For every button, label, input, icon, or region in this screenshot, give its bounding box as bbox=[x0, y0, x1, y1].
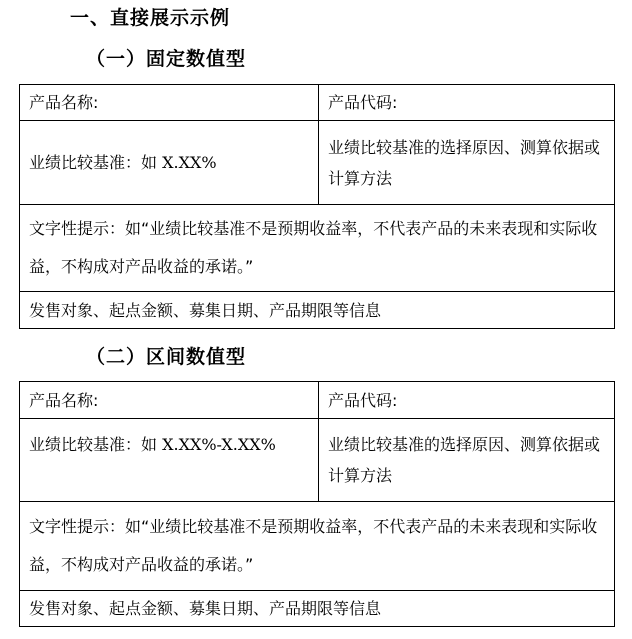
disclaimer-text: 文字性提示：如“业绩比较基准不是预期收益率，不代表产品的未来表现和实际收益，不构成对产品收益的承诺。” bbox=[29, 517, 598, 574]
product-name-label: 产品名称: bbox=[29, 390, 99, 410]
main-heading: 一、直接展示示例 bbox=[70, 7, 231, 29]
section-title-fixed: （一）固定数值型 bbox=[86, 48, 247, 70]
benchmark-reason-text: 业绩比较基准的选择原因、测算依据或计算方法 bbox=[328, 137, 601, 188]
disclaimer-cell bbox=[20, 205, 615, 292]
table-row bbox=[20, 591, 615, 627]
section-title-range: （二）区间数值型 bbox=[86, 346, 247, 368]
benchmark-label: 业绩比较基准：如 bbox=[29, 435, 163, 454]
benchmark-reason-cell bbox=[319, 419, 615, 502]
product-table-range bbox=[19, 381, 615, 627]
footer-info-text: 发售对象、起点金额、募集日期、产品期限等信息 bbox=[29, 599, 382, 618]
footer-info-cell bbox=[20, 292, 615, 329]
benchmark-value: X.XX% bbox=[162, 153, 217, 172]
product-code-label: 产品代码: bbox=[328, 390, 398, 410]
table-row bbox=[20, 85, 615, 121]
product-code-cell bbox=[319, 85, 615, 121]
product-code-cell bbox=[319, 382, 615, 419]
disclaimer-cell bbox=[20, 502, 615, 591]
table-row bbox=[20, 502, 615, 591]
table-row bbox=[20, 292, 615, 329]
benchmark-cell bbox=[20, 121, 319, 205]
benchmark-reason-cell bbox=[319, 121, 615, 205]
product-name-cell bbox=[20, 382, 319, 419]
table-row bbox=[20, 205, 615, 292]
product-code-label: 产品代码: bbox=[328, 93, 398, 112]
footer-info-cell bbox=[20, 591, 615, 627]
footer-info-text: 发售对象、起点金额、募集日期、产品期限等信息 bbox=[29, 300, 382, 320]
benchmark-cell bbox=[20, 419, 319, 502]
product-name-label: 产品名称: bbox=[29, 93, 99, 112]
table-row bbox=[20, 419, 615, 502]
benchmark-value: X.XX%-X.XX% bbox=[162, 435, 276, 454]
product-name-cell bbox=[20, 85, 319, 121]
benchmark-label: 业绩比较基准：如 bbox=[29, 153, 163, 172]
disclaimer-text: 文字性提示：如“业绩比较基准不是预期收益率，不代表产品的未来表现和实际收益，不构成对产品收益的承诺。” bbox=[29, 219, 598, 276]
table-row bbox=[20, 382, 615, 419]
benchmark-reason-text: 业绩比较基准的选择原因、测算依据或计算方法 bbox=[328, 435, 601, 485]
table-row bbox=[20, 121, 615, 205]
product-table-fixed bbox=[19, 84, 615, 329]
